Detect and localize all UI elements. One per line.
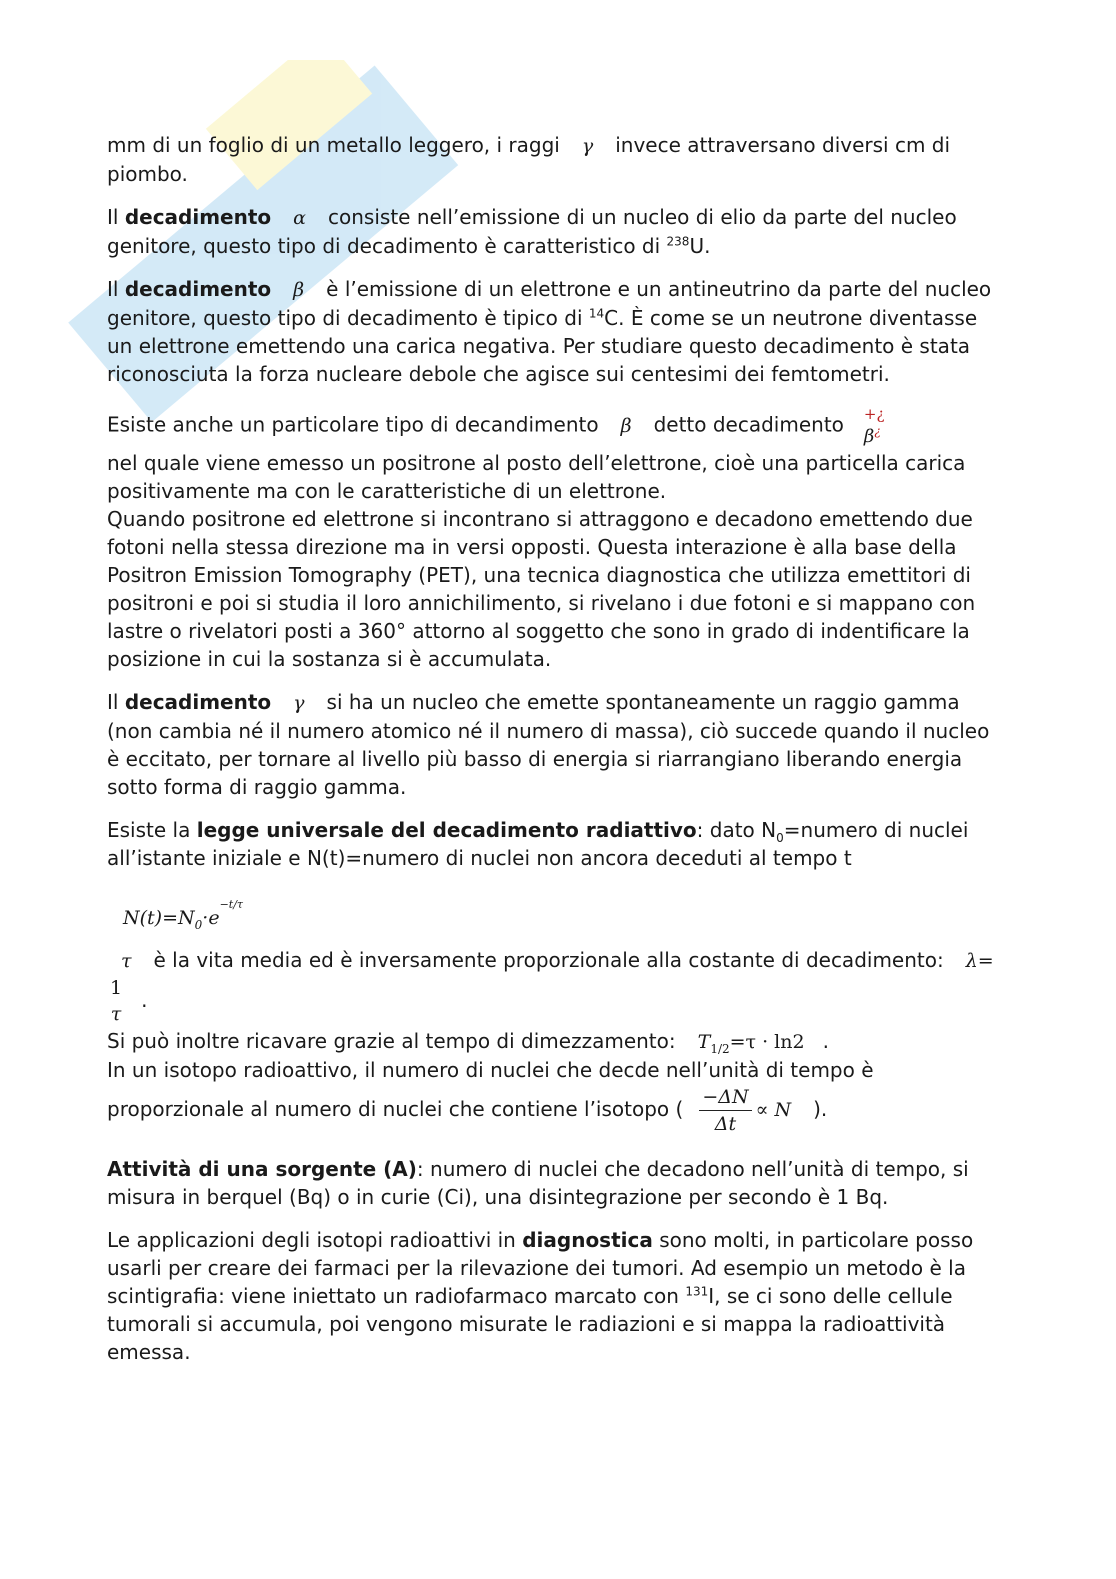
paragraph-mean-life: τ è la vita media ed è inversamente proporzionale alla costante di decadimento: λ= 1 τ . [107,946,1007,1027]
beta-plus-symbol: +¿ β¿ [863,405,885,447]
paragraph-beta-decay: Il decadimento β è l’emissione di un elettrone e un antineutrino da parte del nucleo genitore, questo tipo di decadimento è tipico di $^{14}$C. È come se un neutrone diventasse un elettrone emettendo una carica negativa. Per studiare questo decadimento è stata riconosciuta la forza nucleare debole che agisce sui centesimi dei femtometri. [107,277,992,386]
paragraph-beta-plus-decay: Esiste anche un particolare tipo di decandimento β detto decadimento +¿ β¿ nel quale viene emesso un positrone al posto dell’elettrone, cioè una particella carica positivamente ma con le caratteristiche di un elettrone. [107,405,966,503]
paragraph-pet: Quando positrone ed elettrone si incontrano si attraggono e decadono emettendo due fotoni nella stessa direzione ma in versi opposti. Questa interazione è alla base della Positron Emission Tomography (PET), una tecnica diagnostica che utilizza emettitori di positroni e poi si studia il loro annichilimento, si rivelano i due fotoni e si mappano con lastre o rivelatori posti a 360° attorno al soggetto che sono in grado di indentificare la posizione in cui la sostanza si è accumulata. [107,507,976,671]
delta-n-fraction: $\frac{-\Delta N}{\Delta t}$ [699,1084,751,1137]
paragraph-half-life: Si può inoltre ricavare grazie al tempo di dimezzamento: $T_{1/2}=\tau \cdot \ln 2$ . [107,1029,829,1056]
paragraph-diagnostics: Le applicazioni degli isotopi radioattivi in diagnostica sono molti, in particolare posso usarli per creare dei farmaci per la rilevazione dei tumori. Ad esempio un metodo è la scintigrafia: viene iniettato un radiofarmaco marcato con $^{131}$I, se ci sono delle cellule tumorali si accumula, poi vengono misurate le radiazioni e si mappa la radioattività emessa. [107,1228,974,1364]
decay-law-formula: $N(t)=N_0\cdot e-t/\tau$ [123,898,244,932]
paragraph-activity-proportion: In un isotopo radioattivo, il numero di nuclei che decde nell’unità di tempo è proporzionale al numero di nuclei che contiene l’isotopo ( $\frac{-\Delta N}{\Delta t}$ ∝ N ). [107,1058,874,1135]
document-page [107,131,1007,1381]
lambda-fraction: 1 τ [110,977,123,1025]
paragraph-alpha-decay: Il decadimento α consiste nell’emissione di un nucleo di elio da parte del nucleo genitore, questo tipo di decadimento è caratteristico di $^{238}$U. [107,205,957,258]
paragraph-decay-law: Esiste la legge universale del decadimento radiattivo: dato $N_0=numero$ di nuclei all’istante iniziale e N(t)=numero di nuclei non ancora deceduti al tempo t [107,818,969,870]
paragraph-radiation-penetration: mm di un foglio di un metallo leggero, i raggi γ invece attraversano diversi cm di piombo. [107,133,951,186]
paragraph-source-activity: Attività di una sorgente (A): numero di nuclei che decadono nell’unità di tempo, si misura in berquel (Bq) o in curie (Ci), una disintegrazione per secondo è 1 Bq. [107,1157,969,1209]
paragraph-gamma-decay: Il decadimento γ si ha un nucleo che emette spontaneamente un raggio gamma (non cambia né il numero atomico né il numero di massa), ciò succede quando il nucleo è eccitato, per tornare al livello più basso di energia si riarrangiano liberando energia sotto forma di raggio gamma. [107,690,990,799]
